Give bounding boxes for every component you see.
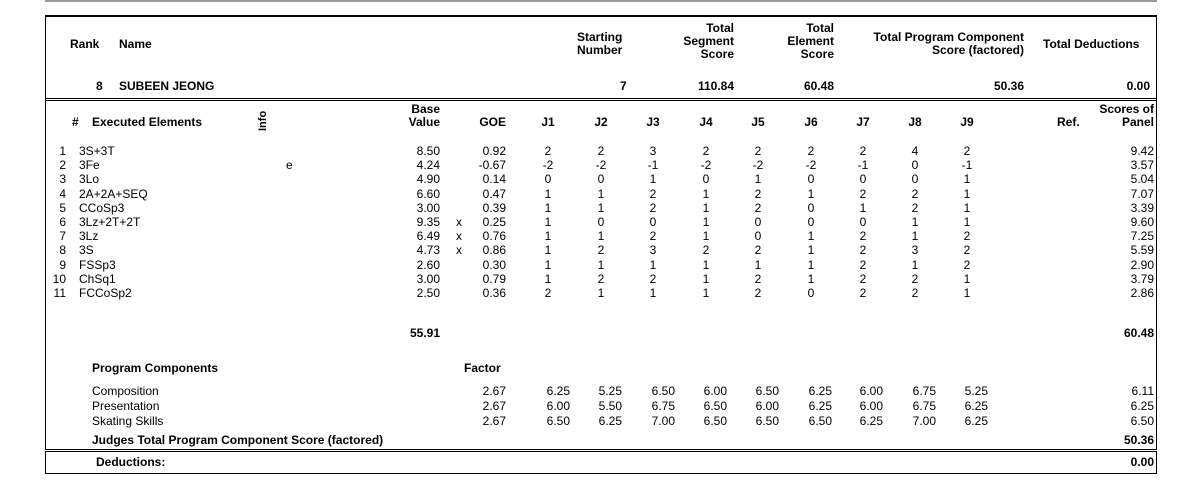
skater-pcs: 50.36	[993, 79, 1024, 93]
element-judge-8-score: 0	[911, 172, 919, 187]
sop-header-line2: Panel	[1121, 115, 1154, 129]
element-code: 2A+2A+SEQ	[79, 186, 148, 201]
component-name: Composition	[92, 384, 159, 398]
element-judge-5-score: 1	[754, 257, 762, 272]
element-judge-1-score: 2	[544, 144, 552, 158]
goe-header: GOE	[479, 115, 506, 129]
skater-starting-number: 7	[620, 79, 627, 93]
component-judge-2-score: 5.25	[598, 384, 622, 398]
element-number: 2	[59, 158, 66, 173]
element-judge-7-score: 2	[859, 271, 867, 286]
skater-tss: 110.84	[697, 79, 734, 93]
judge-header-5: J5	[751, 115, 765, 129]
component-judge-5-score: 6.50	[755, 414, 779, 428]
name-header: Name	[119, 37, 152, 51]
element-judge-9-score: 2	[963, 257, 971, 272]
top-rule	[45, 0, 1157, 2]
element-judge-2-score: 2	[597, 144, 605, 158]
element-base-value: 4.73	[416, 243, 440, 258]
tss-header	[668, 22, 734, 61]
judge-header-4: J4	[699, 115, 713, 129]
element-judge-3-score: 1	[649, 257, 657, 272]
element-judge-7-score: 1	[859, 200, 867, 215]
element-judge-7-score: 2	[859, 229, 867, 244]
element-judge-6-score: 1	[807, 257, 815, 272]
component-judge-8-score: 6.75	[912, 384, 936, 398]
element-judge-3-score: 2	[649, 229, 657, 244]
judge-header-6: J6	[804, 115, 818, 129]
element-panel-score: 3.39	[1130, 200, 1154, 215]
element-judge-9-score: 1	[963, 172, 971, 187]
element-judge-5-score: 2	[754, 186, 762, 201]
element-judge-1-score: 1	[544, 229, 552, 244]
element-judge-1-score: 2	[544, 286, 552, 300]
element-judge-2-score: 0	[597, 172, 605, 187]
element-judge-4-score: 1	[702, 200, 710, 215]
component-judge-3-score: 7.00	[651, 414, 675, 428]
element-judge-6-score: 1	[807, 229, 815, 244]
element-judge-7-score: 2	[859, 186, 867, 201]
element-number: 7	[59, 229, 66, 244]
element-code: 3Fe	[79, 158, 100, 173]
element-judge-6-score: 0	[807, 286, 815, 300]
component-factor: 2.67	[482, 384, 506, 398]
element-judge-2-score: 2	[597, 271, 605, 286]
element-judge-3-score: 3	[649, 243, 657, 258]
element-goe: 0.25	[482, 215, 506, 229]
element-judge-5-score: 2	[754, 200, 762, 215]
element-base-value: 2.50	[416, 286, 440, 300]
element-goe: -0.67	[478, 158, 506, 173]
deductions-label: Deductions:	[96, 455, 166, 469]
factor-header: Factor	[464, 361, 501, 375]
component-judge-8-score: 6.75	[912, 399, 936, 413]
element-code: 3S+3T	[79, 144, 115, 158]
executed-elements-header: Executed Elements	[92, 115, 203, 129]
element-panel-score: 3.57	[1130, 158, 1154, 173]
component-judge-2-score: 5.50	[598, 399, 622, 413]
element-judge-6-score: 0	[807, 200, 815, 215]
element-code: FCCoSp2	[79, 286, 132, 300]
judge-header-2: J2	[594, 115, 608, 129]
element-judge-6-score: 1	[807, 186, 815, 201]
element-base-value: 4.24	[416, 158, 440, 173]
num-header: #	[72, 115, 79, 129]
element-judge-8-score: 1	[911, 257, 919, 272]
element-panel-score: 9.60	[1130, 215, 1154, 229]
component-panel-score: 6.11	[1131, 384, 1154, 398]
element-judge-5-score: 1	[754, 172, 762, 187]
pcs-total-value: 50.36	[1123, 433, 1154, 447]
component-judge-1-score: 6.50	[546, 414, 570, 428]
component-judge-5-score: 6.00	[755, 399, 779, 413]
element-base-value: 9.35	[416, 215, 440, 229]
element-judge-5-score: 0	[754, 229, 762, 244]
element-judge-9-score: 2	[963, 243, 971, 258]
component-factor: 2.67	[482, 414, 506, 428]
element-judge-2-score: -2	[595, 158, 607, 173]
panel-score-total: 60.48	[1123, 326, 1154, 340]
element-number: 1	[59, 144, 66, 158]
component-judge-4-score: 6.50	[703, 399, 727, 413]
rank-header: Rank	[70, 37, 100, 51]
element-bonus-mark: x	[456, 229, 462, 244]
element-judge-9-score: 2	[963, 144, 971, 158]
element-number: 10	[52, 271, 66, 286]
component-name: Presentation	[92, 399, 160, 413]
element-number: 4	[59, 186, 66, 201]
starting-header-line2: Number	[577, 43, 623, 57]
element-number: 8	[59, 243, 66, 258]
element-judge-4-score: 1	[702, 229, 710, 244]
element-judge-5-score: 2	[754, 271, 762, 286]
deductions-value: 0.00	[1130, 455, 1154, 469]
component-judge-9-score: 5.25	[964, 384, 988, 398]
element-judge-9-score: 1	[963, 271, 971, 286]
element-judge-9-score: 1	[963, 200, 971, 215]
element-judge-2-score: 1	[597, 186, 605, 201]
base-value-total: 55.91	[409, 326, 440, 340]
element-judge-8-score: 3	[911, 243, 919, 258]
element-judge-3-score: -1	[647, 158, 659, 173]
element-judge-3-score: 1	[649, 286, 657, 300]
element-judge-4-score: 1	[702, 271, 710, 286]
element-judge-8-score: 4	[911, 144, 919, 158]
judge-header-1: J1	[541, 115, 555, 129]
element-judge-5-score: 0	[754, 215, 762, 229]
element-judge-4-score: 1	[702, 215, 710, 229]
base-value-header	[400, 103, 440, 129]
element-judge-8-score: 2	[911, 186, 919, 201]
element-judge-6-score: 0	[807, 172, 815, 187]
component-judge-4-score: 6.00	[703, 384, 727, 398]
element-judge-9-score: 1	[963, 215, 971, 229]
element-number: 6	[59, 215, 66, 229]
element-goe: 0.86	[482, 243, 506, 258]
tes-header-line3: Score	[800, 47, 834, 61]
element-judge-9-score: 2	[963, 229, 971, 244]
element-goe: 0.30	[482, 257, 506, 272]
element-base-value: 6.49	[416, 229, 440, 244]
skater-tes: 60.48	[803, 79, 834, 93]
element-judge-8-score: 1	[911, 229, 919, 244]
element-panel-score: 5.04	[1130, 172, 1154, 187]
element-base-value: 6.60	[416, 186, 440, 201]
element-code: 3Lo	[79, 172, 100, 187]
component-panel-score: 6.25	[1130, 399, 1154, 413]
element-judge-6-score: 0	[807, 215, 815, 229]
pcs-header	[846, 31, 1024, 57]
component-judge-1-score: 6.25	[546, 384, 570, 398]
component-judge-2-score: 6.25	[598, 414, 622, 428]
judge-header-3: J3	[646, 115, 660, 129]
element-judge-9-score: 1	[963, 286, 971, 300]
element-judge-4-score: 1	[702, 257, 710, 272]
element-judge-5-score: 2	[754, 286, 762, 300]
component-judge-6-score: 6.25	[808, 399, 832, 413]
component-judge-9-score: 6.25	[964, 414, 988, 428]
element-judge-4-score: 1	[702, 186, 710, 201]
element-judge-4-score: 2	[702, 243, 710, 258]
ref-header: Ref.	[1057, 115, 1080, 129]
judge-header-8: J8	[908, 115, 922, 129]
tes-header-line2: Element	[787, 34, 834, 48]
element-panel-score: 7.25	[1130, 229, 1154, 244]
element-panel-score: 2.90	[1130, 257, 1154, 272]
element-code: FSSp3	[79, 257, 116, 272]
element-judge-8-score: 2	[911, 271, 919, 286]
element-judge-1-score: -2	[542, 158, 554, 173]
element-info: e	[286, 158, 293, 173]
element-goe: 0.36	[482, 286, 506, 300]
element-judge-4-score: 2	[702, 144, 710, 158]
element-judge-6-score: 2	[807, 144, 815, 158]
element-judge-3-score: 2	[649, 271, 657, 286]
element-judge-7-score: 2	[859, 286, 867, 300]
tss-header-line3: Score	[700, 47, 734, 61]
element-judge-4-score: 1	[702, 286, 710, 300]
element-judge-3-score: 3	[649, 144, 657, 158]
skater-name: SUBEEN JEONG	[119, 79, 215, 93]
element-judge-2-score: 1	[597, 286, 605, 300]
element-number: 3	[59, 172, 66, 187]
scores-of-panel-header	[1090, 103, 1154, 129]
element-judge-8-score: 2	[911, 200, 919, 215]
component-judge-1-score: 6.00	[546, 399, 570, 413]
element-bonus-mark: x	[456, 215, 462, 229]
element-judge-1-score: 1	[544, 257, 552, 272]
element-judge-7-score: 0	[859, 172, 867, 187]
component-judge-8-score: 7.00	[912, 414, 936, 428]
element-judge-6-score: 1	[807, 271, 815, 286]
element-judge-9-score: -1	[961, 158, 973, 173]
judge-header-7: J7	[856, 115, 870, 129]
element-judge-2-score: 0	[597, 215, 605, 229]
element-judge-8-score: 2	[911, 286, 919, 300]
element-judge-2-score: 1	[597, 200, 605, 215]
component-judge-5-score: 6.50	[755, 384, 779, 398]
component-judge-7-score: 6.00	[859, 399, 883, 413]
element-judge-3-score: 2	[649, 200, 657, 215]
tes-header-line1: Total	[806, 21, 834, 35]
info-header: Info	[257, 110, 269, 131]
element-judge-7-score: -1	[857, 158, 869, 173]
element-code: ChSq1	[79, 271, 116, 286]
skater-rank: 8	[96, 79, 103, 93]
element-code: 3S	[79, 243, 94, 258]
base-header-line1: Base	[411, 102, 440, 116]
pcs-header-line2: Score (factored)	[931, 43, 1024, 57]
element-number: 11	[53, 286, 66, 300]
element-judge-4-score: -2	[700, 158, 712, 173]
judge-header-9: J9	[960, 115, 974, 129]
element-number: 9	[59, 257, 66, 272]
element-judge-5-score: 2	[754, 243, 762, 258]
element-code: 3Lz	[79, 229, 99, 244]
element-judge-2-score: 1	[597, 257, 605, 272]
skater-deductions: 0.00	[1126, 79, 1150, 93]
element-panel-score: 5.59	[1130, 243, 1154, 258]
element-base-value: 4.90	[416, 172, 440, 187]
element-judge-2-score: 2	[597, 243, 605, 258]
component-name: Skating Skills	[92, 414, 164, 428]
element-goe: 0.14	[482, 172, 506, 187]
component-judge-3-score: 6.50	[651, 384, 675, 398]
element-judge-1-score: 1	[544, 200, 552, 215]
element-judge-1-score: 1	[544, 186, 552, 201]
element-code: CCoSp3	[79, 200, 125, 215]
deductions-header: Total Deductions	[1043, 37, 1140, 51]
component-judge-4-score: 6.50	[703, 414, 727, 428]
element-judge-8-score: 0	[911, 158, 919, 173]
tes-header	[768, 22, 834, 61]
component-judge-6-score: 6.25	[808, 384, 832, 398]
element-base-value: 8.50	[416, 144, 440, 158]
component-judge-6-score: 6.50	[808, 414, 832, 428]
component-panel-score: 6.50	[1130, 414, 1154, 428]
element-judge-7-score: 2	[859, 144, 867, 158]
element-judge-9-score: 1	[963, 186, 971, 201]
component-judge-9-score: 6.25	[964, 399, 988, 413]
element-judge-5-score: -2	[752, 158, 764, 173]
element-panel-score: 2.86	[1130, 286, 1154, 300]
element-base-value: 2.60	[416, 257, 440, 272]
element-judge-3-score: 2	[649, 186, 657, 201]
element-base-value: 3.00	[416, 200, 440, 215]
element-judge-7-score: 0	[859, 215, 867, 229]
element-judge-5-score: 2	[754, 144, 762, 158]
element-panel-score: 3.79	[1130, 271, 1154, 286]
base-header-line2: Value	[408, 115, 440, 129]
component-judge-7-score: 6.25	[859, 414, 883, 428]
component-judge-3-score: 6.75	[651, 399, 675, 413]
element-judge-2-score: 1	[597, 229, 605, 244]
element-judge-1-score: 1	[544, 271, 552, 286]
element-goe: 0.92	[482, 144, 506, 158]
element-code: 3Lz+2T+2T	[79, 215, 141, 229]
component-factor: 2.67	[482, 399, 506, 413]
element-judge-3-score: 1	[649, 172, 657, 187]
element-goe: 0.47	[482, 186, 506, 201]
element-judge-6-score: -2	[805, 158, 817, 173]
element-goe: 0.76	[482, 229, 506, 244]
tss-header-line2: Segment	[683, 34, 734, 48]
element-number: 5	[59, 200, 66, 215]
element-bonus-mark: x	[456, 243, 462, 258]
element-goe: 0.79	[482, 271, 506, 286]
element-judge-1-score: 1	[544, 243, 552, 258]
element-judge-1-score: 0	[544, 172, 552, 187]
pcs-header-line1: Total Program Component	[873, 30, 1024, 44]
element-goe: 0.39	[482, 200, 506, 215]
element-judge-4-score: 0	[702, 172, 710, 187]
component-judge-7-score: 6.00	[859, 384, 883, 398]
element-judge-8-score: 1	[911, 215, 919, 229]
element-judge-6-score: 1	[807, 243, 815, 258]
element-judge-1-score: 1	[544, 215, 552, 229]
element-judge-7-score: 2	[859, 243, 867, 258]
deductions-box	[45, 451, 1157, 474]
pcs-total-label: Judges Total Program Component Score (factored)	[92, 433, 384, 447]
sop-header-line1: Scores of	[1099, 102, 1154, 116]
program-components-title: Program Components	[92, 361, 219, 375]
starting-header-line1: Starting	[577, 30, 623, 44]
element-judge-7-score: 2	[859, 257, 867, 272]
element-panel-score: 7.07	[1130, 186, 1154, 201]
starting-number-header	[577, 31, 629, 57]
element-panel-score: 9.42	[1130, 144, 1154, 158]
element-base-value: 3.00	[416, 271, 440, 286]
tss-header-line1: Total	[706, 21, 734, 35]
element-judge-3-score: 0	[649, 215, 657, 229]
